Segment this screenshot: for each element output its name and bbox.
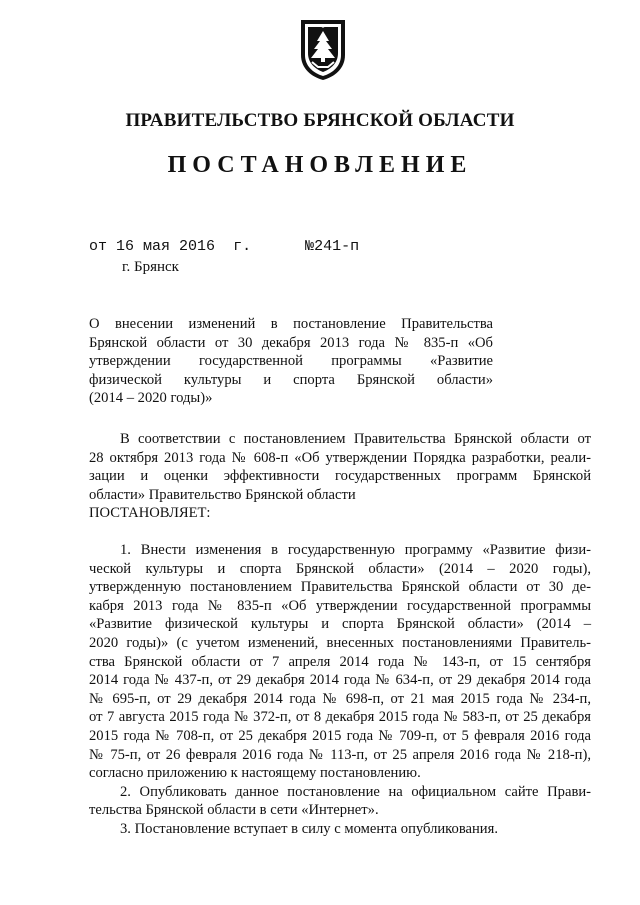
item-1-line: согласно приложению к настоящему постановлению.	[89, 765, 421, 782]
city: г. Брянск	[122, 259, 179, 275]
item-1-line: 1. Внести изменения в государственную программу «Развитие физи-	[120, 541, 591, 558]
year-suffix: г.	[233, 238, 252, 255]
item-1-line: № 75-п, от 26 февраля 2016 года № 113-п, от 25 апреля 2016 года № 218-п),	[89, 746, 591, 763]
subject-line: О внесении изменений в постановление Правительства	[89, 316, 493, 332]
subject-line: Брянской области от 30 декабря 2013 года № 835-п «Об	[89, 334, 493, 351]
preamble-line: области» Правительство Брянской области	[89, 486, 356, 503]
item-3-line: 3. Постановление вступает в силу с момента опубликования.	[120, 820, 498, 837]
item-1-line: утвержденную постановлением Правительства Брянской области от 30 де-	[89, 579, 591, 596]
subject-line: утверждении государственной программы «Развитие	[89, 353, 493, 370]
resolves-keyword: ПОСТАНОВЛЯЕТ:	[89, 505, 211, 522]
item-2-line: 2. Опубликовать данное постановление на официальном сайте Прави-	[120, 783, 591, 800]
item-1-line: 2020 годы)» (с учетом изменений, внесенных постановлениями Правитель-	[89, 634, 591, 651]
subject-block	[89, 315, 493, 408]
item-1-line: ческой культуры и спорта Брянской области» (2014 – 2020 годы),	[89, 560, 591, 577]
date-line	[89, 238, 359, 255]
item-2-line: тельства Брянской области в сети «Интернет».	[89, 802, 379, 819]
item-1-line: кабря 2013 года № 835-п «Об утверждении государственной программы	[89, 597, 591, 614]
item-1-line: 2015 года № 708-п, от 25 декабря 2015 года № 709-п, от 5 февраля 2016 года	[89, 727, 591, 744]
item-1-line: ства Брянской области от 7 апреля 2014 года № 143-п, от 15 сентября	[89, 653, 591, 670]
preamble-line: зации и оценки эффективности государственных программ Брянской	[89, 468, 591, 485]
document-date: 16 мая 2016	[116, 238, 216, 255]
document-type: ПОСТАНОВЛЕНИЕ	[167, 152, 473, 178]
coat-of-arms-icon	[298, 17, 348, 81]
preamble-line: В соответствии с постановлением Правительства Брянской области от	[120, 431, 591, 447]
subject-line: физической культуры и спорта Брянской области»	[89, 371, 493, 388]
item-1-line: от 7 августа 2015 года № 372-п, от 8 декабря 2015 года № 583-п, от 25 декабря	[89, 709, 591, 726]
preamble-line: 28 октября 2013 года № 608-п «Об утверждении Порядка разработки, реали-	[89, 449, 591, 466]
item-1-line: 2014 года № 437-п, от 29 декабря 2014 года № 634-п, от 29 декабря 2014 года	[89, 672, 591, 689]
document-number: №241-п	[305, 238, 360, 255]
document-body	[89, 430, 591, 838]
item-1-line: № 695-п, от 29 декабря 2014 года № 698-п, от 21 мая 2015 года № 234-п,	[89, 690, 591, 707]
government-title: ПРАВИТЕЛЬСТВО БРЯНСКОЙ ОБЛАСТИ	[125, 110, 515, 131]
subject-line: (2014 – 2020 годы)»	[89, 390, 213, 407]
item-1-line: «Развитие физической культуры и спорта Брянской области» (2014 –	[89, 616, 591, 633]
date-prefix: от	[89, 238, 108, 255]
